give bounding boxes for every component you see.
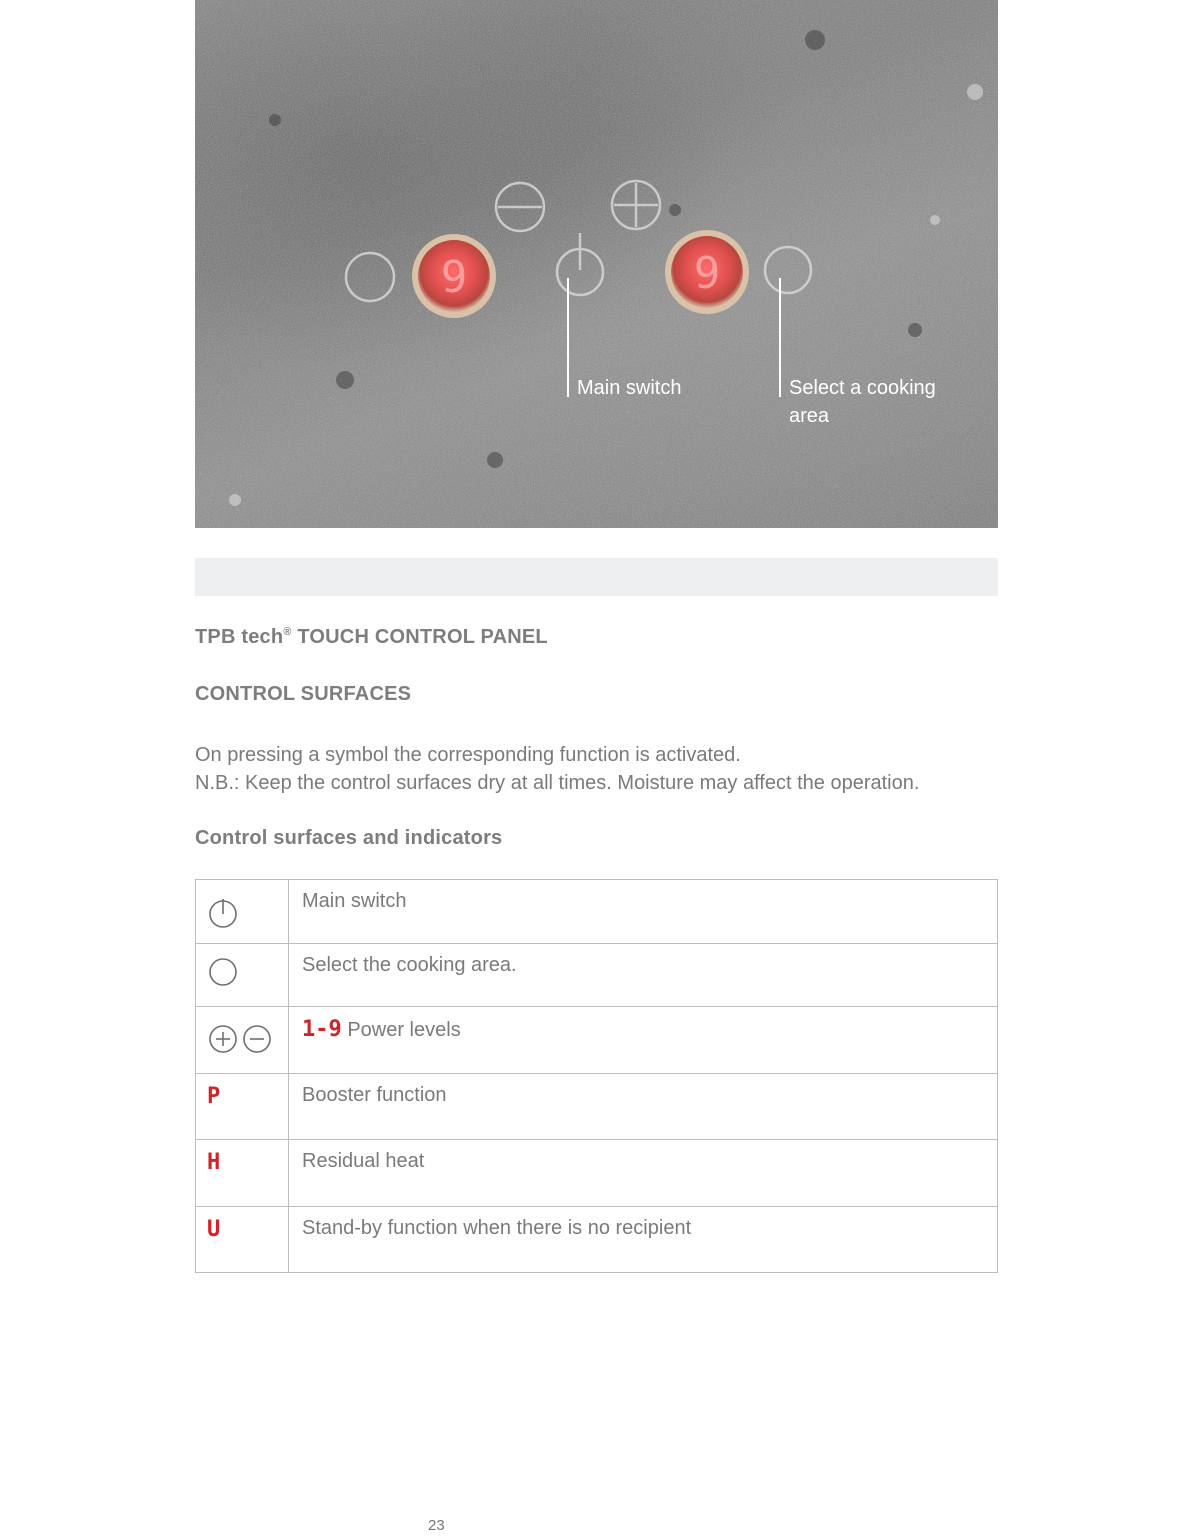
panel-title: TPB tech® TOUCH CONTROL PANEL (195, 626, 548, 648)
select-area-callout-line (779, 278, 781, 397)
standby-code: U (207, 1217, 221, 1242)
table-row (196, 1007, 998, 1074)
intro-line-1: On pressing a symbol the corresponding function is activated. (195, 744, 741, 766)
section-band (195, 558, 998, 596)
select-area-callout (789, 374, 936, 430)
power-levels-label: Power levels (347, 1019, 461, 1041)
control-panel-photo (195, 0, 998, 528)
main-switch-callout: Main switch (577, 377, 682, 399)
table-row (196, 944, 998, 1007)
intro-line-2: N.B.: Keep the control surfaces dry at all times. Moisture may affect the operation. (195, 772, 920, 794)
circle-icon (208, 957, 238, 987)
standby-label: Stand-by function when there is no recipient (289, 1207, 998, 1273)
left-display-digit: 9 (440, 252, 468, 303)
select-area-callout-line1: Select a cooking (789, 377, 936, 399)
right-display (665, 230, 749, 314)
panel-illustration (195, 0, 998, 528)
intro-text (195, 741, 919, 797)
registered-mark: ® (283, 626, 292, 638)
table-row (196, 880, 998, 944)
power-levels-cell (289, 1007, 998, 1074)
right-display-digit: 9 (693, 248, 721, 299)
main-switch-callout-line (567, 278, 569, 397)
power-levels-code: 1-9 (302, 1017, 342, 1042)
table-row (196, 1140, 998, 1207)
plus-minus-icon (208, 1024, 274, 1054)
power-icon (208, 898, 238, 928)
left-display (412, 234, 496, 318)
main-switch-label: Main switch (289, 880, 998, 944)
control-surfaces-heading: CONTROL SURFACES (195, 683, 412, 705)
booster-code: P (207, 1084, 221, 1109)
select-area-callout-line2: area (789, 405, 830, 427)
residual-heat-label: Residual heat (289, 1140, 998, 1207)
booster-label: Booster function (289, 1074, 998, 1140)
indicators-heading: Control surfaces and indicators (195, 827, 503, 849)
page-number: 23 (428, 1517, 445, 1534)
table-row (196, 1074, 998, 1140)
controls-table (195, 879, 998, 1273)
select-area-label: Select the cooking area. (289, 944, 998, 1007)
residual-heat-code: H (207, 1150, 221, 1175)
table-row (196, 1207, 998, 1273)
